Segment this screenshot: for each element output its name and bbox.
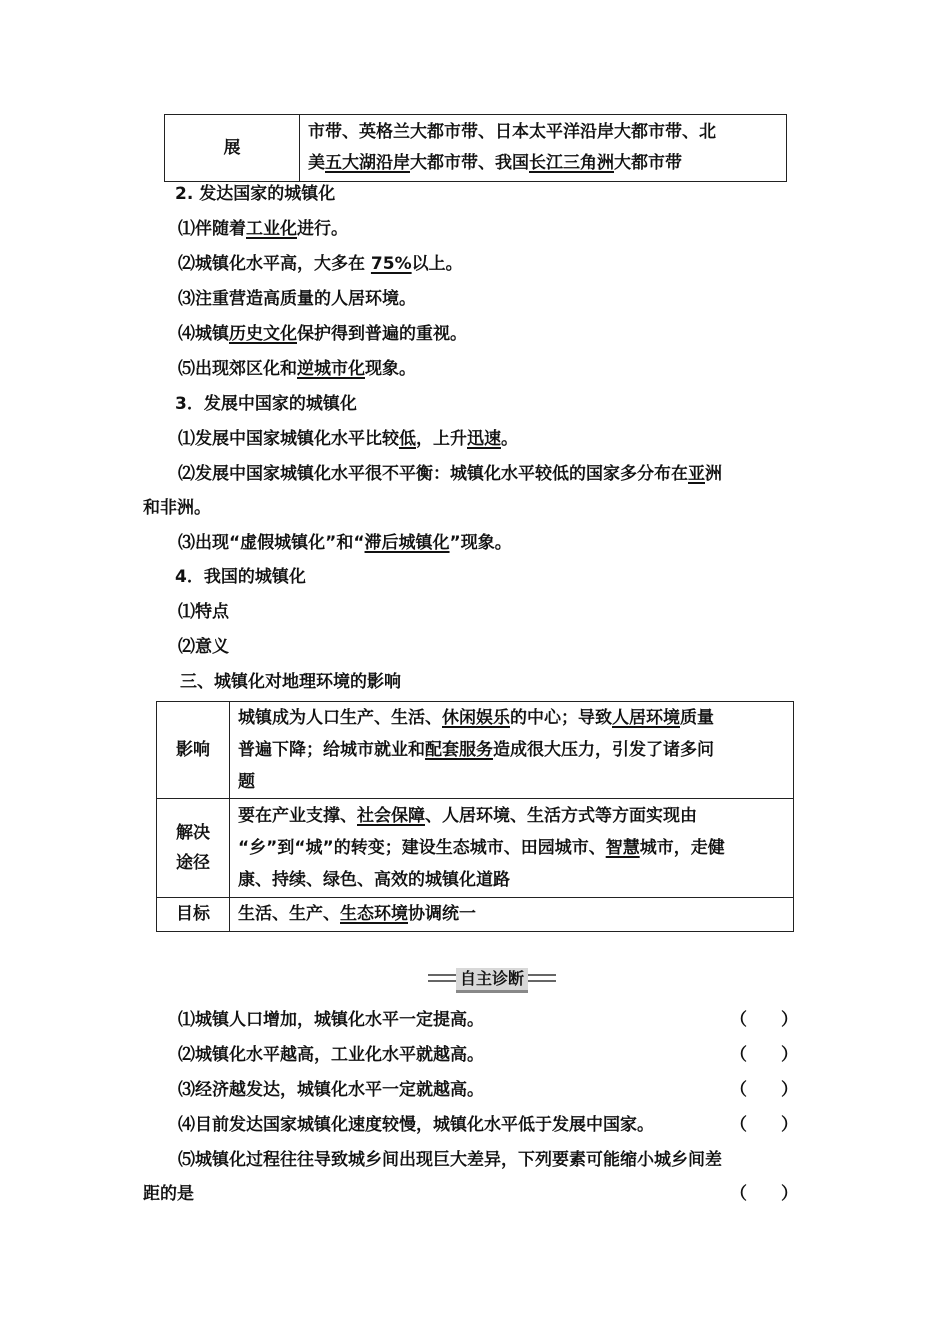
answer-blank-1[interactable]: （ ）	[730, 1010, 798, 1030]
impact-row	[157, 702, 794, 799]
section2-title: 2. 发达国家的城镇化	[175, 184, 336, 204]
impact-line2: 普遍下降；给城市就业和配套服务造成很大压力，引发了诸多问	[238, 740, 714, 760]
answer-blank-3[interactable]: （ ）	[730, 1080, 798, 1100]
top-table-content	[300, 115, 787, 182]
top-table-line2: 美五大湖沿岸大都市带、我国长江三角洲大都市带	[308, 152, 682, 173]
self-diagnosis-title: 自主诊断	[459, 969, 524, 988]
solution-line1: 要在产业支撑、社会保障、人居环境、生活方式等方面实现由	[238, 806, 697, 826]
solution-label: 解决 途径	[157, 799, 230, 898]
section2-item3: ⑶注重营造高质量的人居环境。	[178, 289, 416, 309]
impact-label: 影响	[157, 702, 230, 799]
answer-blank-5[interactable]: （ ）	[730, 1184, 798, 1204]
section2-item2: ⑵城镇化水平高，大多在 75%以上。	[178, 254, 463, 274]
answer-blank-4[interactable]: （ ）	[730, 1115, 798, 1135]
section3-title: 3．发展中国家的城镇化	[175, 394, 357, 414]
section2-item5: ⑸出现郊区化和逆城市化现象。	[178, 359, 416, 379]
question-3: ⑶经济越发达，城镇化水平一定就越高。	[178, 1080, 484, 1100]
impact-content	[230, 702, 794, 799]
impact-line1: 城镇成为人口生产、生活、休闲娱乐的中心；导致人居环境质量	[238, 708, 714, 728]
section2-item4: ⑷城镇历史文化保护得到普遍的重视。	[178, 324, 467, 344]
section3-item2: ⑵发展中国家城镇化水平很不平衡：城镇化水平较低的国家多分布在亚洲	[178, 464, 722, 484]
section3-item1: ⑴发展中国家城镇化水平比较低，上升迅速。	[178, 429, 518, 449]
self-diagnosis-banner	[428, 968, 556, 994]
solution-content	[230, 799, 794, 898]
top-table-line1: 市带、英格兰大都市带、日本太平洋沿岸大都市带、北	[308, 121, 716, 142]
impact-table	[156, 701, 794, 932]
goal-row	[157, 898, 794, 932]
question-5-cont: 距的是	[143, 1184, 194, 1204]
question-5: ⑸城镇化过程往往导致城乡间出现巨大差异，下列要素可能缩小城乡间差	[178, 1150, 722, 1170]
section4-item2: ⑵意义	[178, 637, 229, 657]
top-table	[164, 114, 787, 182]
top-table-label: 展	[165, 115, 300, 182]
question-1: ⑴城镇人口增加，城镇化水平一定提高。	[178, 1010, 484, 1030]
question-2: ⑵城镇化水平越高，工业化水平就越高。	[178, 1045, 484, 1065]
answer-blank-2[interactable]: （ ）	[730, 1045, 798, 1065]
solution-row	[157, 799, 794, 898]
section2-item1: ⑴伴随着工业化进行。	[178, 219, 348, 239]
solution-line3: 康、持续、绿色、高效的城镇化道路	[238, 870, 510, 890]
goal-content: 生活、生产、生态环境协调统一	[230, 898, 794, 932]
solution-line2: “乡”到“城”的转变；建设生态城市、田园城市、智慧城市，走健	[238, 838, 725, 858]
section4-title: 4．我国的城镇化	[175, 567, 306, 587]
question-4: ⑷目前发达国家城镇化速度较慢，城镇化水平低于发展中国家。	[178, 1115, 654, 1135]
goal-label: 目标	[157, 898, 230, 932]
section-three-title: 三、城镇化对地理环境的影响	[180, 672, 401, 692]
section3-item2-cont: 和非洲。	[143, 498, 211, 518]
section4-item1: ⑴特点	[178, 602, 229, 622]
section3-item3: ⑶出现“虚假城镇化”和“滞后城镇化”现象。	[178, 533, 512, 553]
impact-line3: 题	[238, 772, 255, 792]
